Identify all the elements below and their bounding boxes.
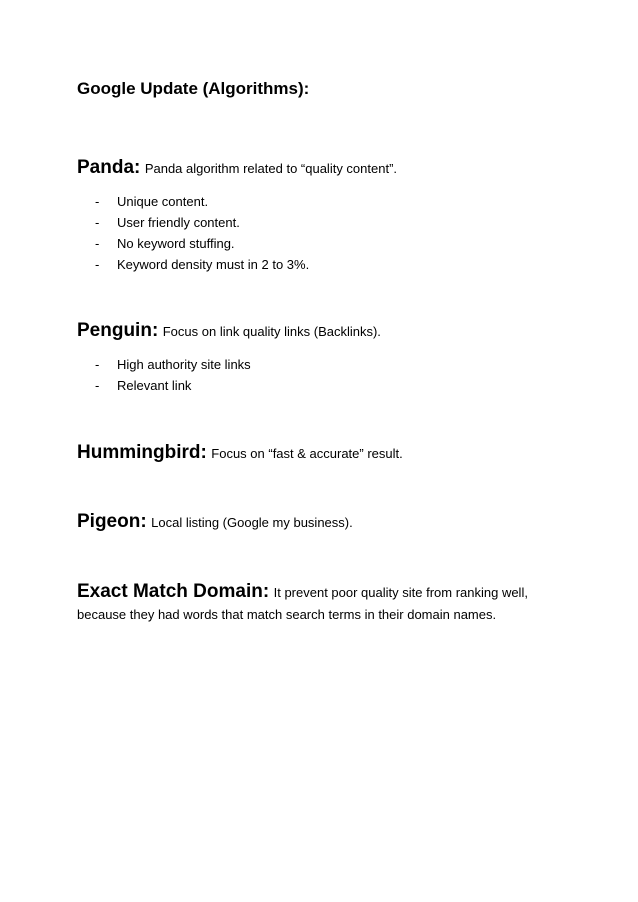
bullet-dash: - (95, 215, 100, 230)
section-term-hummingbird: Hummingbird: (77, 442, 207, 463)
bullet-text: Unique content. (117, 194, 209, 209)
section-desc-exact-match-domain: It prevent poor quality site from ranking well, (273, 585, 528, 600)
bullet-text: No keyword stuffing. (117, 236, 235, 251)
section-term-exact-match-domain: Exact Match Domain: (77, 581, 270, 602)
section-desc-panda: Panda algorithm related to “quality content”. (144, 161, 398, 176)
document-title: Google Update (Algorithms): (77, 79, 310, 98)
section-pigeon (77, 510, 353, 535)
section-term-panda: Panda: (77, 157, 141, 178)
section-hummingbird (77, 441, 403, 466)
section-panda (77, 156, 397, 181)
bullet-dash: - (95, 357, 100, 372)
bullet-text: User friendly content. (117, 215, 240, 230)
bullet-text: High authority site links (117, 357, 251, 372)
section-desc-hummingbird: Focus on “fast & accurate” result. (211, 446, 403, 461)
bullet-dash: - (95, 236, 100, 251)
section-term-penguin: Penguin: (77, 320, 159, 341)
section-desc-penguin: Focus on link quality links (Backlinks). (162, 324, 381, 339)
section-penguin (77, 319, 381, 344)
bullet-dash: - (95, 194, 100, 209)
bullet-text: Relevant link (117, 378, 192, 393)
bullet-dash: - (95, 257, 100, 272)
bullet-text: Keyword density must in 2 to 3%. (117, 257, 310, 272)
section-exact-match-domain (77, 580, 528, 605)
section-desc-pigeon: Local listing (Google my business). (151, 515, 353, 530)
bullet-dash: - (95, 378, 100, 393)
section-desc-continuation: because they had words that match search terms in their domain names. (77, 607, 497, 622)
section-term-pigeon: Pigeon: (77, 511, 147, 532)
